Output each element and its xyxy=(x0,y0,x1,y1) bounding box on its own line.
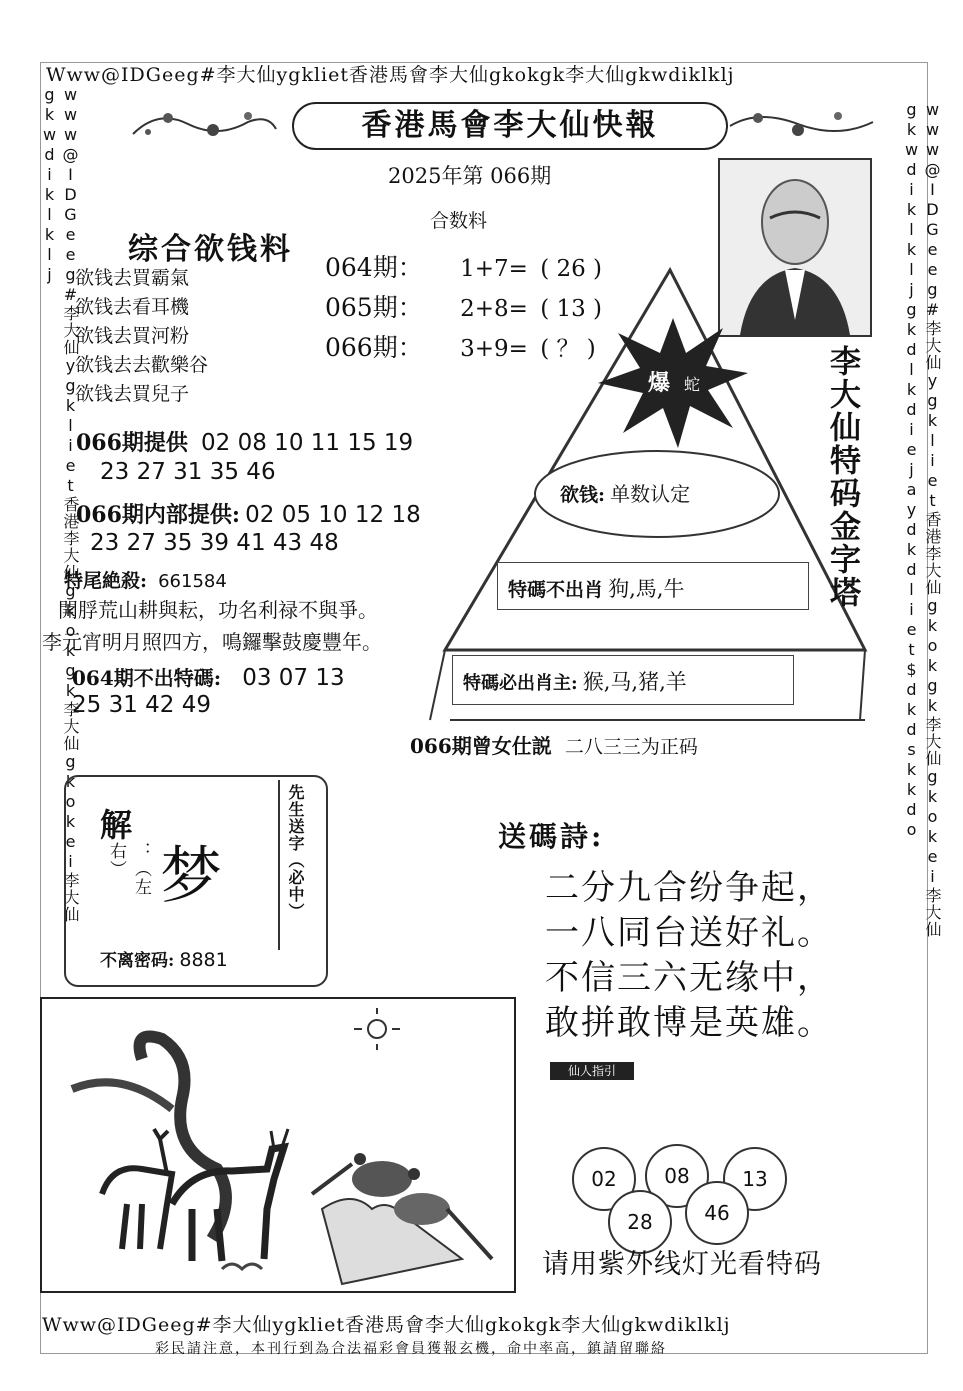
top-banner: Www@IDGeeg#李大仙ygkliet香港馬會李大仙gkokgk李大仙gkwdiklklj xyxy=(46,64,735,86)
couplet-line2: 李元宵明月照四方，鳴鑼擊鼓慶豐年。 xyxy=(42,630,382,654)
number-ball: 02 xyxy=(572,1147,636,1211)
right-ornament xyxy=(728,104,878,144)
yuqian xyxy=(560,478,690,507)
number-ball: 08 xyxy=(645,1144,709,1208)
heshu-result: ( ？ ) xyxy=(540,336,596,362)
buchu-line1 xyxy=(72,662,345,691)
buchu-xiao-value: 狗,馬,牛 xyxy=(608,577,685,601)
burst-char-a: 爆 xyxy=(648,370,671,396)
meng-char: 梦 xyxy=(160,839,223,912)
heshu-formula: 3+9= xyxy=(460,336,528,362)
tigong-line2: 23 27 31 35 46 xyxy=(100,459,276,485)
zonghe-list xyxy=(75,264,208,409)
neibu-line1 xyxy=(76,498,421,529)
yuqian-label: 欲钱: xyxy=(560,484,606,506)
list-item: 欲钱去看耳機 xyxy=(75,296,190,318)
zengnv-value: 二八三三为正码 xyxy=(564,736,698,758)
left-vertical-banner: www@IDGeeg#李大仙ygkliet香港李大仙gkokgk李大仙gkokei李大仙gkwdiklklj xyxy=(40,85,80,923)
poem-line: 敢拼敢博是英雄。 xyxy=(545,1003,833,1043)
mima-value: 8881 xyxy=(179,949,228,971)
poem-heading: 送碼詩: xyxy=(498,820,605,853)
number-ball: 28 xyxy=(608,1190,672,1254)
neibu-label: 066期内部提供: xyxy=(76,502,241,528)
yuqian-value: 单数认定 xyxy=(610,482,691,506)
page-title: 香港馬會李大仙快報 xyxy=(292,102,728,150)
tewei-label: 特尾絶殺: xyxy=(64,570,148,592)
heshu-period: 066期： xyxy=(325,333,423,362)
tewei-value: 661584 xyxy=(158,571,227,592)
number-ball: 13 xyxy=(723,1147,787,1211)
right-vertical-banner: www@IDGeeg#李大仙ygkliet香港李大仙gkokgk李大仙gkokei李大仙gkwdiklkljgkdlkdiejaydkdliet$dkdskkdo xyxy=(902,100,942,938)
list-item: 欲钱去買兒子 xyxy=(75,383,190,405)
illustration-frame xyxy=(40,997,516,1293)
deer-pheasant-illustration xyxy=(42,999,514,1291)
buchu-line2: 25 31 42 49 xyxy=(72,692,211,718)
neibu-numbers: 02 05 10 12 18 xyxy=(245,502,421,528)
issue-number: 2025年第 066期 xyxy=(388,164,552,188)
bichu-xiao-box xyxy=(452,655,794,705)
poem-line: 一八同台送好礼。 xyxy=(545,913,833,953)
poem-lines xyxy=(545,866,833,1046)
tigong-numbers: 02 08 10 11 15 19 xyxy=(201,430,414,456)
tigong-line1 xyxy=(76,426,413,457)
couplet-line1: 開脬荒山耕與耘，功名利禄不與爭。 xyxy=(58,598,378,622)
zengnv xyxy=(410,730,698,759)
list-item: 欲钱去去歡樂谷 xyxy=(75,354,209,376)
neibu-line2: 23 27 35 39 41 43 48 xyxy=(90,530,339,556)
left-ornament xyxy=(128,104,278,144)
heshu-result: ( 26 ) xyxy=(540,256,603,282)
pyramid-side-title: 李大仙特码金字塔 xyxy=(824,345,860,609)
uv-note: 请用紫外线灯光看特码 xyxy=(542,1249,822,1280)
poem-tag: 仙人指引 xyxy=(550,1062,634,1080)
list-item: 欲钱去買河粉 xyxy=(75,325,190,347)
heshu-period: 065期： xyxy=(325,293,423,322)
buchu-xiao-box xyxy=(497,562,809,610)
jie-sub: ：（左右） xyxy=(106,842,151,896)
bichu-xiao-value: 猴,马,猪,羊 xyxy=(582,670,687,694)
heshu-period: 064期： xyxy=(325,253,423,282)
buchu-numbers: 03 07 13 xyxy=(242,665,345,691)
burst-icon xyxy=(598,318,748,448)
footer-note: 彩民請注意，本刊行到為合法福彩會員獲報玄機，命中率高，鎮請留聯絡 xyxy=(155,1341,667,1357)
buchu-label: 064期不出特碼: xyxy=(72,666,222,690)
heshu-formula: 2+8= xyxy=(460,296,528,322)
zonghe-heading: 综合欲钱料 xyxy=(128,232,293,267)
zengnv-label: 066期曾女仕説 xyxy=(410,734,552,758)
buchu-xiao-label: 特碼不出肖 xyxy=(508,579,604,601)
number-ball: 46 xyxy=(685,1181,749,1245)
tewei xyxy=(64,566,227,593)
mima xyxy=(100,946,228,971)
heshu-heading: 合数料 xyxy=(430,210,488,232)
poem-line: 二分九合纷争起， xyxy=(545,868,833,908)
list-item: 欲钱去買霸氣 xyxy=(75,267,190,289)
burst-char-b: 蛇 xyxy=(684,375,701,394)
heshu-result: ( 13 ) xyxy=(540,296,603,322)
heshu-formula: 1+7= xyxy=(460,256,528,282)
tigong-label: 066期提供 xyxy=(76,430,188,456)
bichu-xiao-label: 特碼必出肖主: xyxy=(463,673,578,694)
bottom-banner: Www@IDGeeg#李大仙ygkliet香港馬會李大仙gkokgk李大仙gkwdiklklj xyxy=(42,1314,731,1336)
jie-right-text: 先生送字（必中） xyxy=(286,784,305,920)
poem-line: 不信三六无缘中， xyxy=(545,958,833,998)
jie-char: 解 xyxy=(100,806,133,844)
mima-label: 不离密码: xyxy=(100,951,175,971)
